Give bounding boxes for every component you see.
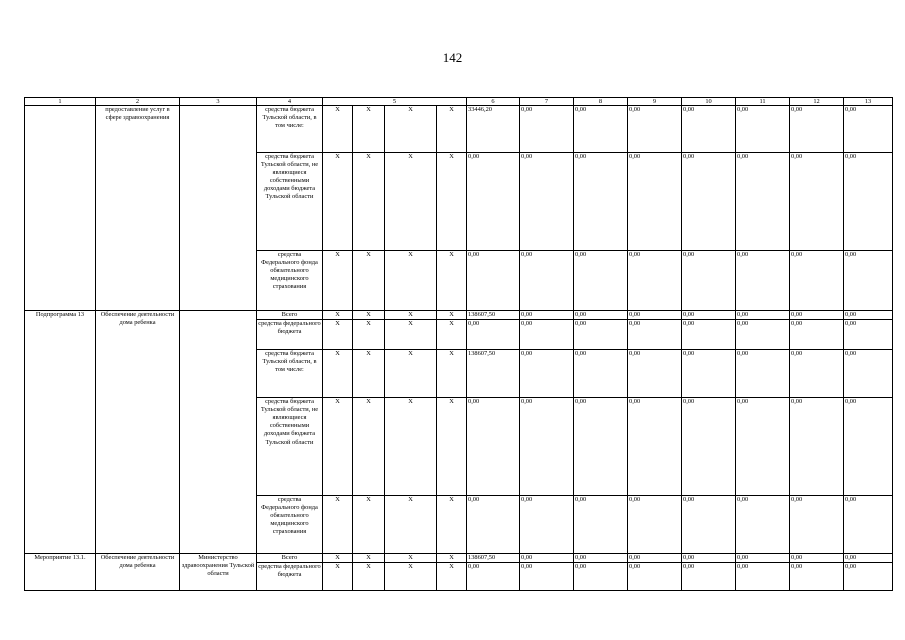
value-cell: 0,00	[682, 563, 736, 591]
x-mark: X	[353, 320, 385, 350]
table-row	[25, 106, 893, 153]
x-mark: X	[323, 563, 353, 591]
x-mark: X	[323, 398, 353, 496]
funding-source: Всего	[257, 311, 323, 320]
value-cell: 0,00	[467, 153, 520, 251]
value-cell: 0,00	[628, 563, 682, 591]
header-cell: 13	[844, 98, 893, 106]
x-mark: X	[385, 554, 437, 563]
x-mark: X	[437, 153, 467, 251]
executor-name: Министерство здравоохранения Тульской области	[180, 554, 257, 591]
value-cell: 0,00	[628, 496, 682, 554]
x-mark: X	[437, 320, 467, 350]
value-cell: 0,00	[520, 496, 574, 554]
x-mark: X	[353, 251, 385, 311]
funding-source: средства бюджета Тульской области, не являющиеся собственными доходами бюджета Тульской области	[257, 398, 323, 496]
value-cell: 0,00	[736, 398, 790, 496]
value-cell: 0,00	[574, 251, 628, 311]
value-cell: 0,00	[844, 398, 893, 496]
value-cell: 0,00	[682, 311, 736, 320]
value-cell: 0,00	[736, 251, 790, 311]
value-cell: 0,00	[844, 106, 893, 153]
value-cell: 0,00	[520, 554, 574, 563]
value-cell: 0,00	[574, 106, 628, 153]
value-cell: 0,00	[844, 153, 893, 251]
value-cell: 0,00	[467, 320, 520, 350]
header-cell: 1	[25, 98, 96, 106]
x-mark: X	[385, 106, 437, 153]
value-cell: 0,00	[790, 153, 844, 251]
x-mark: X	[385, 398, 437, 496]
header-cell: 12	[790, 98, 844, 106]
value-cell: 0,00	[790, 320, 844, 350]
value-cell: 0,00	[574, 563, 628, 591]
header-cell: 3	[180, 98, 257, 106]
x-mark: X	[323, 251, 353, 311]
executor-empty	[180, 106, 257, 311]
header-cell: 11	[736, 98, 790, 106]
x-mark: X	[437, 563, 467, 591]
value-cell: 0,00	[467, 251, 520, 311]
value-cell: 0,00	[790, 563, 844, 591]
value-cell: 0,00	[467, 563, 520, 591]
value-cell: 0,00	[736, 554, 790, 563]
value-cell: 0,00	[628, 350, 682, 398]
x-mark: X	[323, 350, 353, 398]
value-cell: 0,00	[844, 251, 893, 311]
x-mark: X	[385, 311, 437, 320]
page-number: 142	[442, 50, 463, 65]
value-cell: 0,00	[736, 563, 790, 591]
x-mark: X	[385, 153, 437, 251]
value-cell: 0,00	[574, 350, 628, 398]
header-row	[25, 98, 893, 106]
header-cell: 6	[467, 98, 520, 106]
measure-label: Мероприятие 13.1.	[25, 554, 96, 591]
x-mark: X	[323, 106, 353, 153]
x-mark: X	[323, 554, 353, 563]
value-cell: 0,00	[844, 496, 893, 554]
x-mark: X	[385, 251, 437, 311]
x-mark: X	[353, 554, 385, 563]
col1-empty	[25, 106, 96, 311]
value-cell: 138607,50	[467, 554, 520, 563]
value-cell: 0,00	[520, 350, 574, 398]
value-cell: 0,00	[574, 320, 628, 350]
x-mark: X	[437, 554, 467, 563]
value-cell: 0,00	[628, 554, 682, 563]
value-cell: 0,00	[574, 311, 628, 320]
value-cell: 0,00	[520, 251, 574, 311]
x-mark: X	[437, 398, 467, 496]
value-cell: 0,00	[682, 554, 736, 563]
x-mark: X	[437, 311, 467, 320]
value-cell: 0,00	[844, 320, 893, 350]
value-cell: 0,00	[736, 496, 790, 554]
x-mark: X	[385, 563, 437, 591]
header-cell: 5	[323, 98, 467, 106]
x-mark: X	[437, 106, 467, 153]
header-cell: 7	[520, 98, 574, 106]
value-cell: 0,00	[467, 398, 520, 496]
value-cell: 0,00	[520, 563, 574, 591]
group-subprogram-13	[25, 311, 893, 554]
value-cell: 0,00	[682, 251, 736, 311]
value-cell: 0,00	[736, 311, 790, 320]
value-cell: 0,00	[520, 398, 574, 496]
value-cell: 0,00	[790, 554, 844, 563]
value-cell: 0,00	[790, 350, 844, 398]
x-mark: X	[437, 350, 467, 398]
value-cell: 0,00	[574, 554, 628, 563]
value-cell: 0,00	[682, 398, 736, 496]
value-cell: 0,00	[682, 320, 736, 350]
x-mark: X	[437, 251, 467, 311]
header-cell: 8	[574, 98, 628, 106]
value-cell: 0,00	[682, 106, 736, 153]
value-cell: 0,00	[628, 106, 682, 153]
measure-name: Обеспечение деятельности дома ребенка	[96, 554, 180, 591]
value-cell: 0,00	[790, 496, 844, 554]
funding-source: средства федерального бюджета	[257, 320, 323, 350]
x-mark: X	[323, 153, 353, 251]
value-cell: 0,00	[574, 153, 628, 251]
value-cell: 0,00	[682, 350, 736, 398]
group-continuation	[25, 106, 893, 311]
x-mark: X	[385, 320, 437, 350]
executor-empty	[180, 311, 257, 554]
value-cell: 0,00	[736, 350, 790, 398]
group-measure-13-1	[25, 554, 893, 591]
x-mark: X	[353, 563, 385, 591]
value-cell: 138607,50	[467, 350, 520, 398]
header-cell: 10	[682, 98, 736, 106]
header-cell: 4	[257, 98, 323, 106]
x-mark: X	[353, 153, 385, 251]
value-cell: 0,00	[844, 563, 893, 591]
funding-source: средства Федерального фонда обязательного медицинского страхования	[257, 496, 323, 554]
value-cell: 0,00	[844, 350, 893, 398]
x-mark: X	[353, 398, 385, 496]
x-mark: X	[437, 496, 467, 554]
value-cell: 0,00	[736, 106, 790, 153]
value-cell: 0,00	[520, 106, 574, 153]
funding-source: средства бюджета Тульской области, в том числе:	[257, 106, 323, 153]
funding-source: средства федерального бюджета	[257, 563, 323, 591]
value-cell: 0,00	[628, 251, 682, 311]
value-cell: 0,00	[682, 153, 736, 251]
measure-name: Обеспечение деятельности дома ребенка	[96, 311, 180, 554]
measure-name: предоставление услуг в сфере здравоохранения	[96, 106, 180, 311]
x-mark: X	[385, 496, 437, 554]
x-mark: X	[353, 311, 385, 320]
table-row	[25, 311, 893, 320]
value-cell: 0,00	[790, 398, 844, 496]
value-cell: 0,00	[467, 496, 520, 554]
funding-source: средства бюджета Тульской области, в том числе:	[257, 350, 323, 398]
subprogram-label: Подпрограмма 13	[25, 311, 96, 554]
funding-source: средства Федерального фонда обязательного медицинского страхования	[257, 251, 323, 311]
value-cell: 0,00	[520, 311, 574, 320]
header-cell: 2	[96, 98, 180, 106]
x-mark: X	[353, 106, 385, 153]
value-cell: 0,00	[682, 496, 736, 554]
value-cell: 0,00	[520, 320, 574, 350]
value-cell: 138607,50	[467, 311, 520, 320]
budget-table	[24, 97, 893, 591]
value-cell: 0,00	[844, 311, 893, 320]
value-cell: 0,00	[628, 320, 682, 350]
value-cell: 0,00	[520, 153, 574, 251]
header-cell: 9	[628, 98, 682, 106]
value-cell: 0,00	[790, 106, 844, 153]
value-cell: 0,00	[628, 153, 682, 251]
x-mark: X	[323, 496, 353, 554]
x-mark: X	[353, 350, 385, 398]
value-cell: 0,00	[790, 311, 844, 320]
value-cell: 0,00	[574, 398, 628, 496]
funding-source: средства бюджета Тульской области, не являющиеся собственными доходами бюджета Тульской области	[257, 153, 323, 251]
value-cell: 33446,20	[467, 106, 520, 153]
table-row	[25, 554, 893, 563]
x-mark: X	[323, 320, 353, 350]
value-cell: 0,00	[574, 496, 628, 554]
value-cell: 0,00	[736, 153, 790, 251]
value-cell: 0,00	[790, 251, 844, 311]
value-cell: 0,00	[628, 311, 682, 320]
value-cell: 0,00	[628, 398, 682, 496]
x-mark: X	[353, 496, 385, 554]
x-mark: X	[385, 350, 437, 398]
funding-source: Всего	[257, 554, 323, 563]
x-mark: X	[323, 311, 353, 320]
value-cell: 0,00	[736, 320, 790, 350]
value-cell: 0,00	[844, 554, 893, 563]
